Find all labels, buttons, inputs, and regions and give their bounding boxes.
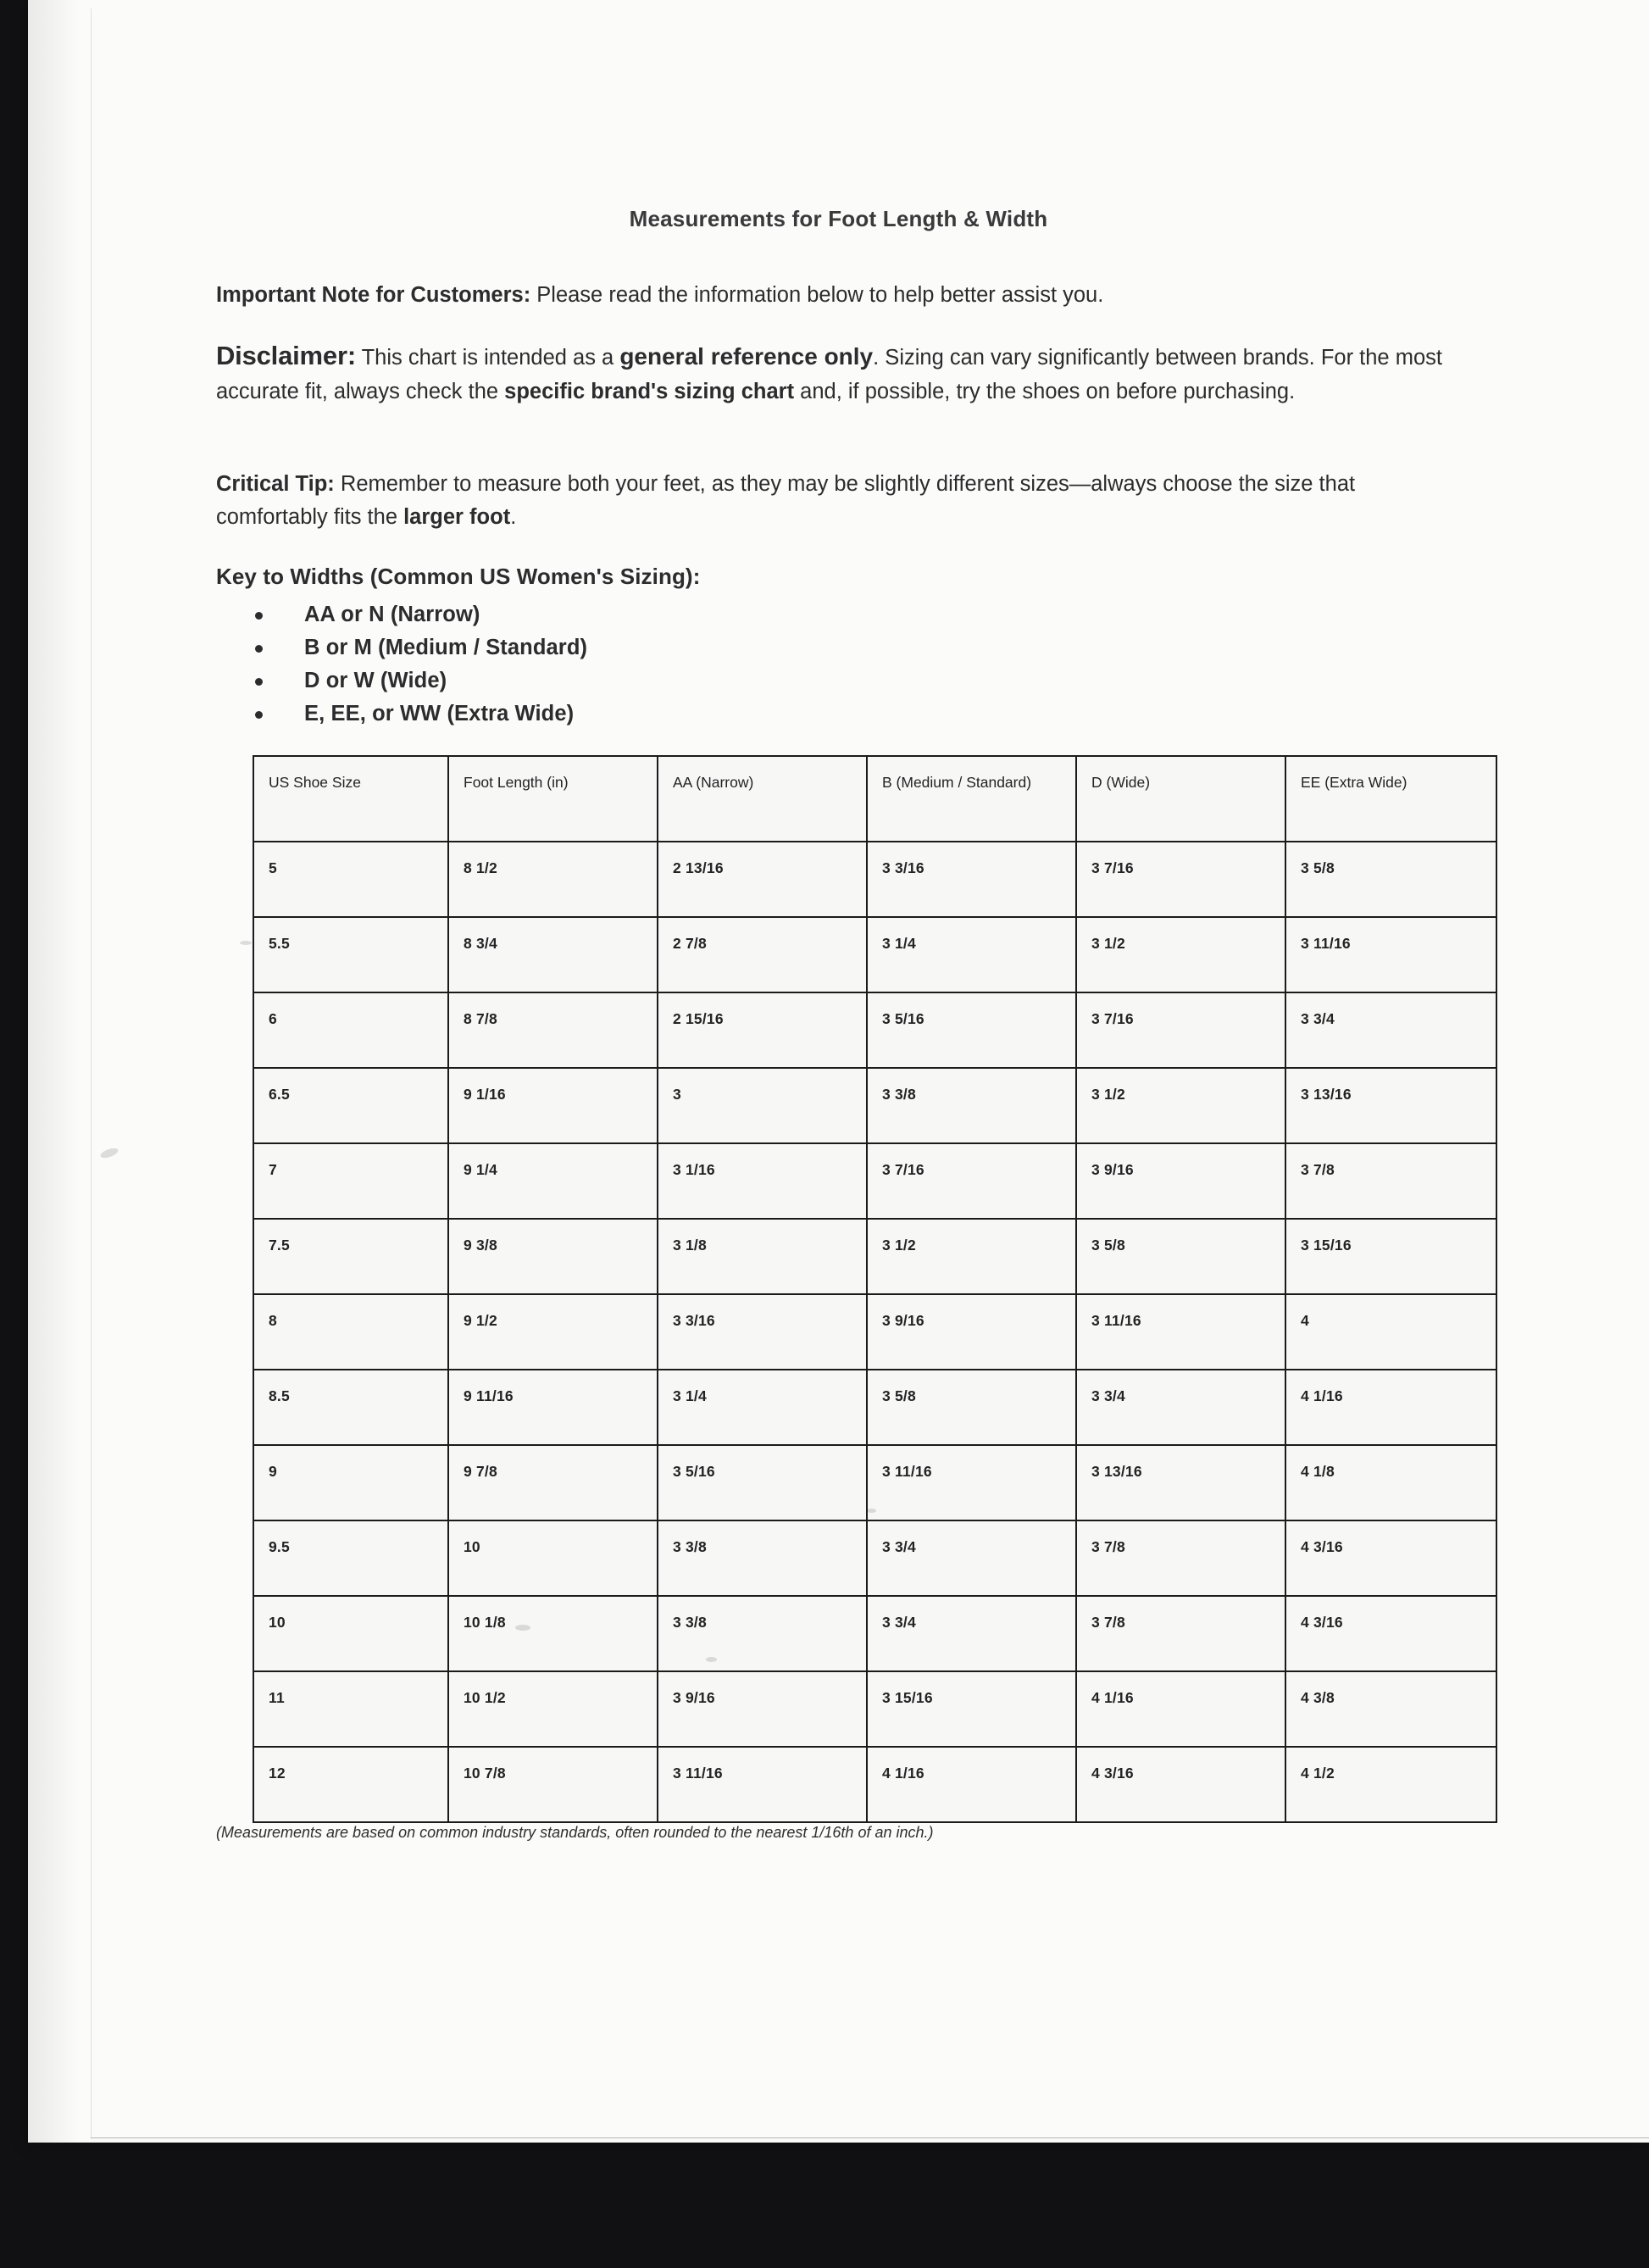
- cell-b-medium: 3 5/8: [867, 1370, 1076, 1445]
- cell-us-shoe-size: 9: [253, 1445, 448, 1520]
- column-header-foot-length: Foot Length (in): [448, 756, 658, 842]
- bullet-icon: [255, 711, 263, 719]
- important-note-text: Please read the information below to help better assist you.: [530, 283, 1104, 307]
- table-header-row: [253, 756, 1496, 842]
- table-row: [253, 1219, 1496, 1294]
- table-row: [253, 1068, 1496, 1143]
- cell-d-wide: 3 13/16: [1076, 1445, 1285, 1520]
- list-item: [255, 664, 1102, 698]
- cell-d-wide: 3 1/2: [1076, 917, 1285, 992]
- table-row: [253, 1143, 1496, 1219]
- list-item: [255, 631, 1102, 664]
- disclaimer-text-3: and, if possible, try the shoes on before purchasing.: [794, 380, 1296, 404]
- cell-us-shoe-size: 8: [253, 1294, 448, 1370]
- cell-ee-extra-wide: 3 11/16: [1285, 917, 1496, 992]
- cell-aa-narrow: 3 5/16: [658, 1445, 867, 1520]
- cell-us-shoe-size: 10: [253, 1596, 448, 1671]
- table-body: [253, 842, 1496, 1822]
- list-item: [255, 698, 1102, 731]
- disclaimer-text-1: This chart is intended as a: [355, 346, 620, 370]
- critical-tip-paragraph: [216, 468, 1462, 534]
- cell-us-shoe-size: 6: [253, 992, 448, 1068]
- cell-ee-extra-wide: 3 7/8: [1285, 1143, 1496, 1219]
- cell-ee-extra-wide: 4 3/16: [1285, 1596, 1496, 1671]
- cell-foot-length: 10 1/8: [448, 1596, 658, 1671]
- bullet-icon: [255, 678, 263, 686]
- cell-us-shoe-size: 12: [253, 1747, 448, 1822]
- cell-us-shoe-size: 9.5: [253, 1520, 448, 1596]
- column-header-ee-extra-wide: EE (Extra Wide): [1285, 756, 1496, 842]
- cell-b-medium: 3 1/4: [867, 917, 1076, 992]
- table-row: [253, 992, 1496, 1068]
- cell-aa-narrow: 3 1/4: [658, 1370, 867, 1445]
- cell-b-medium: 3 5/16: [867, 992, 1076, 1068]
- table-row: [253, 1747, 1496, 1822]
- cell-d-wide: 3 7/16: [1076, 992, 1285, 1068]
- column-header-d-wide: D (Wide): [1076, 756, 1285, 842]
- cell-us-shoe-size: 7: [253, 1143, 448, 1219]
- cell-aa-narrow: 3 3/8: [658, 1596, 867, 1671]
- disclaimer-label: Disclaimer:: [216, 341, 356, 370]
- cell-d-wide: 3 3/4: [1076, 1370, 1285, 1445]
- important-note-label: Important Note for Customers:: [216, 283, 531, 307]
- width-key-label: B or M (Medium / Standard): [304, 636, 588, 659]
- cell-ee-extra-wide: 4: [1285, 1294, 1496, 1370]
- cell-b-medium: 4 1/16: [867, 1747, 1076, 1822]
- table-row: [253, 1294, 1496, 1370]
- cell-b-medium: 3 15/16: [867, 1671, 1076, 1747]
- cell-d-wide: 3 9/16: [1076, 1143, 1285, 1219]
- cell-b-medium: 3 3/4: [867, 1596, 1076, 1671]
- cell-d-wide: 4 1/16: [1076, 1671, 1285, 1747]
- cell-aa-narrow: 3 1/8: [658, 1219, 867, 1294]
- table-row: [253, 1520, 1496, 1596]
- cell-ee-extra-wide: 4 3/16: [1285, 1520, 1496, 1596]
- cell-foot-length: 9 3/8: [448, 1219, 658, 1294]
- scan-speck: [240, 941, 252, 945]
- cell-us-shoe-size: 5.5: [253, 917, 448, 992]
- cell-ee-extra-wide: 4 1/2: [1285, 1747, 1496, 1822]
- cell-foot-length: 10 7/8: [448, 1747, 658, 1822]
- document-content: [28, 0, 1649, 2143]
- cell-ee-extra-wide: 4 3/8: [1285, 1671, 1496, 1747]
- critical-tip-text-2: .: [510, 504, 517, 529]
- table-row: [253, 1445, 1496, 1520]
- cell-d-wide: 3 7/16: [1076, 842, 1285, 917]
- scanned-page: [28, 0, 1649, 2143]
- disclaimer-text-2: . Sizing can vary significantly between brands. For the most accurate fit, always check the: [216, 346, 1442, 404]
- cell-aa-narrow: 3 3/8: [658, 1520, 867, 1596]
- bullet-icon: [255, 645, 263, 653]
- column-header-b-medium: B (Medium / Standard): [867, 756, 1076, 842]
- scan-speck: [99, 1147, 119, 1160]
- critical-tip-emphasis-larger-foot: larger foot: [403, 504, 511, 529]
- cell-b-medium: 3 7/16: [867, 1143, 1076, 1219]
- cell-d-wide: 3 7/8: [1076, 1596, 1285, 1671]
- cell-d-wide: 3 11/16: [1076, 1294, 1285, 1370]
- cell-foot-length: 10 1/2: [448, 1671, 658, 1747]
- table-header: [253, 756, 1496, 842]
- cell-aa-narrow: 3 11/16: [658, 1747, 867, 1822]
- shoe-size-table: [253, 755, 1497, 1823]
- cell-b-medium: 3 3/4: [867, 1520, 1076, 1596]
- table-row: [253, 1596, 1496, 1671]
- cell-us-shoe-size: 6.5: [253, 1068, 448, 1143]
- width-key-label: E, EE, or WW (Extra Wide): [304, 702, 575, 725]
- cell-aa-narrow: 3: [658, 1068, 867, 1143]
- cell-foot-length: 9 1/2: [448, 1294, 658, 1370]
- table-footnote: (Measurements are based on common industry standards, often rounded to the nearest 1/16th of an inch.): [216, 1824, 934, 1841]
- width-key-list: [255, 598, 1102, 731]
- cell-d-wide: 3 5/8: [1076, 1219, 1285, 1294]
- width-key-label: D or W (Wide): [304, 669, 447, 692]
- cell-b-medium: 3 3/16: [867, 842, 1076, 917]
- cell-foot-length: 9 11/16: [448, 1370, 658, 1445]
- cell-aa-narrow: 3 1/16: [658, 1143, 867, 1219]
- disclaimer-emphasis-general-reference: general reference only: [619, 343, 874, 370]
- cell-d-wide: 4 3/16: [1076, 1747, 1285, 1822]
- cell-b-medium: 3 3/8: [867, 1068, 1076, 1143]
- cell-ee-extra-wide: 4 1/8: [1285, 1445, 1496, 1520]
- column-header-us-shoe-size: US Shoe Size: [253, 756, 448, 842]
- critical-tip-text-1: Remember to measure both your feet, as they may be slightly different sizes—always choose the size that comfortably fits the: [216, 472, 1356, 529]
- cell-ee-extra-wide: 4 1/16: [1285, 1370, 1496, 1445]
- cell-us-shoe-size: 5: [253, 842, 448, 917]
- cell-us-shoe-size: 8.5: [253, 1370, 448, 1445]
- cell-b-medium: 3 1/2: [867, 1219, 1076, 1294]
- cell-us-shoe-size: 11: [253, 1671, 448, 1747]
- cell-foot-length: 8 3/4: [448, 917, 658, 992]
- table-row: [253, 842, 1496, 917]
- cell-b-medium: 3 11/16: [867, 1445, 1076, 1520]
- cell-b-medium: 3 9/16: [867, 1294, 1076, 1370]
- table-row: [253, 917, 1496, 992]
- cell-d-wide: 3 7/8: [1076, 1520, 1285, 1596]
- cell-foot-length: 9 1/4: [448, 1143, 658, 1219]
- cell-us-shoe-size: 7.5: [253, 1219, 448, 1294]
- page-title: Measurements for Foot Length & Width: [629, 206, 1048, 231]
- bullet-icon: [255, 612, 263, 620]
- cell-foot-length: 8 7/8: [448, 992, 658, 1068]
- cell-foot-length: 10: [448, 1520, 658, 1596]
- cell-ee-extra-wide: 3 3/4: [1285, 992, 1496, 1068]
- cell-ee-extra-wide: 3 13/16: [1285, 1068, 1496, 1143]
- disclaimer-emphasis-brand-chart: specific brand's sizing chart: [504, 380, 795, 404]
- width-key-label: AA or N (Narrow): [304, 603, 480, 626]
- cell-aa-narrow: 2 13/16: [658, 842, 867, 917]
- disclaimer-paragraph: [216, 336, 1462, 409]
- cell-foot-length: 9 1/16: [448, 1068, 658, 1143]
- cell-aa-narrow: 2 15/16: [658, 992, 867, 1068]
- table-row: [253, 1370, 1496, 1445]
- cell-foot-length: 8 1/2: [448, 842, 658, 917]
- cell-ee-extra-wide: 3 5/8: [1285, 842, 1496, 917]
- cell-aa-narrow: 2 7/8: [658, 917, 867, 992]
- cell-aa-narrow: 3 9/16: [658, 1671, 867, 1747]
- critical-tip-label: Critical Tip:: [216, 472, 335, 496]
- column-header-aa-narrow: AA (Narrow): [658, 756, 867, 842]
- list-item: [255, 598, 1102, 631]
- important-note-paragraph: [216, 280, 1462, 311]
- key-to-widths-heading: Key to Widths (Common US Women's Sizing):: [216, 564, 701, 589]
- cell-foot-length: 9 7/8: [448, 1445, 658, 1520]
- cell-d-wide: 3 1/2: [1076, 1068, 1285, 1143]
- table-row: [253, 1671, 1496, 1747]
- cell-aa-narrow: 3 3/16: [658, 1294, 867, 1370]
- cell-ee-extra-wide: 3 15/16: [1285, 1219, 1496, 1294]
